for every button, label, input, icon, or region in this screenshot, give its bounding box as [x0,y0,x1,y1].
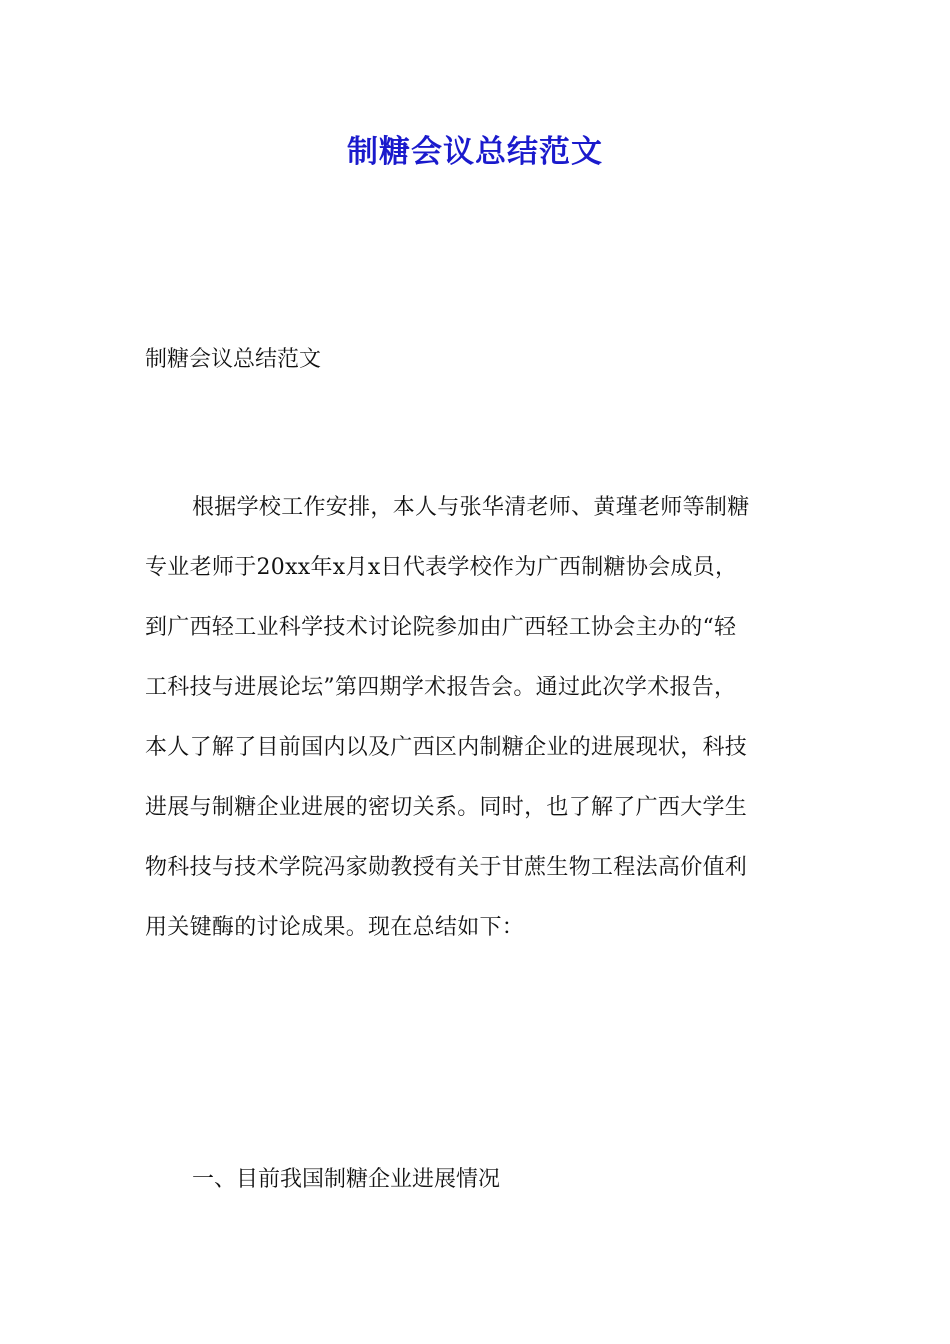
paragraph-line: 本人了解了目前国内以及广西区内制糖企业的进展现状，科技 [145,735,748,760]
document-title: 制糖会议总结范文 [347,134,603,170]
document-subtitle: 制糖会议总结范文 [145,347,322,372]
paragraph-line: 物科技与技术学院冯家勋教授有关于甘蔗生物工程法高价值利 [145,855,748,880]
body-paragraph [145,486,810,966]
paragraph-line: 进展与制糖企业进展的密切关系。同时，也了解了广西大学生 [145,795,748,820]
paragraph-line: 工科技与进展论坛”第四期学术报告会。通过此次学术报告， [145,675,737,700]
paragraph-line: 用关键酶的讨论成果。现在总结如下： [145,915,525,940]
paragraph-line: 根据学校工作安排，本人与张华清老师、黄瑾老师等制糖 [192,495,750,520]
section-heading: 一、目前我国制糖企业进展情况 [192,1167,501,1192]
paragraph-line: 到广西轻工业科学技术讨论院参加由广西轻工协会主办的“轻 [145,615,737,640]
paragraph-line: 专业老师于20xx年x月x日代表学校作为广西制糖协会成员， [145,555,738,580]
